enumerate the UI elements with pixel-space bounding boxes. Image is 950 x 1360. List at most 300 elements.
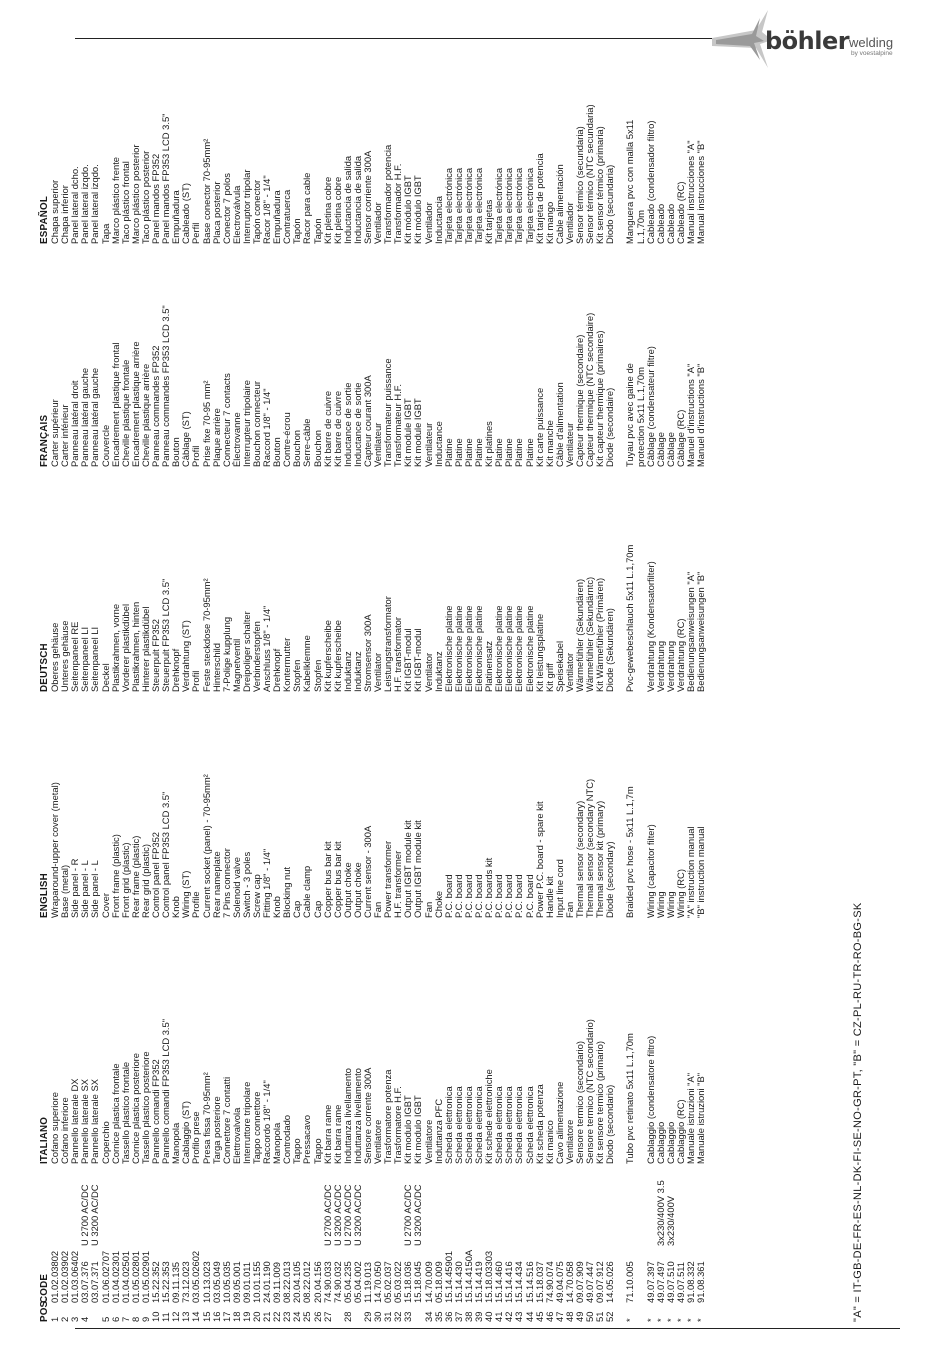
table-cell-code: 10.05.035 (220, 1261, 232, 1303)
table-cell-en: H.F. transformer (392, 850, 404, 918)
table-cell-volt (514, 1166, 524, 1246)
table-cell-es: Ventilador (422, 202, 434, 244)
table-cell-de: Kit IGBT-modul (402, 628, 414, 692)
table-cell-volt: U 3200 AC/DC (351, 1184, 363, 1246)
table-cell-volt: U 2700 AC/DC (341, 1184, 353, 1246)
table-cell-es: Sensor térmico (secundaria) (573, 126, 585, 244)
table-cell-volt (60, 1166, 70, 1246)
table-cell-fr: Cheville plastique frontale (119, 359, 131, 467)
table-cell-code: 15.14.4150A (462, 1249, 474, 1303)
table-cell-it: Scheda elettronica (442, 1086, 454, 1164)
table-cell-es: Manual instrucciones "B" (695, 140, 707, 244)
table-cell-code: 05.04.002 (351, 1261, 363, 1303)
table-cell-volt (373, 1166, 383, 1246)
table-cell-fr: Platine (493, 438, 505, 467)
table-cell-it: Tubo pvc retinato 5x11 L.1,70m (624, 1033, 636, 1164)
table-cell-fr: Panneau latéral gauche (89, 367, 101, 467)
table-cell-en: "B" instruction manual (695, 826, 707, 918)
table-cell-es: Chapa superior (49, 179, 61, 244)
table-cell-fr: Platine (473, 438, 485, 467)
table-cell-de: Verdrahtung (RC) (674, 618, 686, 692)
table-cell-es: Tapa (99, 223, 111, 244)
table-cell-es: Panel lateral dcho. (69, 166, 81, 244)
table-cell-fr: Carter inférieur (59, 404, 71, 467)
table-cell-it: Cablaggio (RC) (674, 1099, 686, 1164)
table-cell-en: P.C. boards kit (483, 857, 495, 918)
table-cell-en: Control panel FP352 (150, 832, 162, 918)
table-cell-it: Sensore corrente 300A (362, 1067, 373, 1164)
table-cell-pos: 12 (170, 1311, 182, 1322)
table-cell-volt (111, 1166, 121, 1246)
table-cell-es: Tarjeta electrónica (462, 167, 474, 244)
table-cell-en: Knob (170, 896, 182, 918)
table-cell-en: Wiring (RC) (674, 869, 686, 918)
table-cell-code: 09.05.001 (230, 1261, 242, 1303)
table-cell-code: 03.05.049 (210, 1261, 222, 1303)
table-cell-code: 03.05.02602 (190, 1250, 202, 1303)
table-cell-code: 01.02.03902 (59, 1250, 71, 1303)
table-cell-fr: Manuel d'instructions "A" (685, 363, 696, 467)
table-cell-code: 49.07.510 (664, 1261, 676, 1303)
table-cell-code: 91.08.332 (685, 1261, 696, 1303)
table-cell-en: "A" instruction manual (685, 826, 696, 918)
table-cell-es: Panel lateral izqdo. (89, 164, 101, 244)
table-cell-fr: Panneau commandes FP353 LCD 3.5" (160, 305, 172, 467)
table-cell-it: Scheda elettronica (503, 1086, 515, 1164)
table-cell-es: Tapón (291, 218, 303, 244)
table-cell-volt (464, 1166, 474, 1246)
table-cell-en: Knob (271, 896, 283, 918)
table-cell-code: 03.07.376 (79, 1261, 91, 1303)
table-cell-pos: 25 (301, 1311, 313, 1322)
table-cell-fr: Panneau latéral gauche (79, 367, 91, 467)
table-cell-pos: 46 (543, 1311, 555, 1322)
table-cell-code: 15.18.036 (402, 1261, 414, 1303)
table-cell-es: Panel lateral izqdo. (79, 164, 91, 244)
table-cell-code: 71.10.005 (624, 1261, 636, 1303)
table-cell-code: 14.70.050 (372, 1261, 384, 1303)
table-cell-it: Tappo connettore (250, 1091, 262, 1164)
table-cell-fr: Platine (523, 438, 535, 467)
table-cell-de: Hinterschild (210, 643, 222, 692)
table-cell-fr: Capteur courant 300A (362, 375, 373, 467)
table-cell-code: 14.05.026 (604, 1261, 616, 1303)
table-cell-fr: Serre-câble (301, 418, 313, 467)
table-cell-es: Cableado (RC) (674, 181, 686, 244)
table-cell-volt (686, 1166, 696, 1246)
table-cell-pos: 33 (402, 1311, 414, 1322)
table-cell-fr: Inductance (432, 421, 444, 467)
table-cell-pos: 7 (119, 1316, 131, 1322)
table-cell-volt (272, 1166, 282, 1246)
table-cell-code: 08.22.012 (301, 1261, 313, 1303)
table-cell-code: 15.14.516 (523, 1261, 535, 1303)
table-cell-code: 14.70.009 (422, 1261, 434, 1303)
table-cell-code: 15.14.460 (493, 1261, 505, 1303)
table-cell-it: Scheda elettronica (493, 1086, 505, 1164)
table-cell-fr: protection 5x11 L.1,70m (634, 367, 646, 467)
table-cell-volt: U 2700 AC/DC (321, 1184, 333, 1246)
table-cell-fr: Tuyau pvc avec gaine de (624, 363, 636, 467)
table-cell-fr: Bouton (170, 437, 182, 467)
table-cell-fr: Bouchon (291, 429, 303, 467)
table-cell-es: Tarjeta electrónica (473, 167, 485, 244)
table-cell-pos: 49 (573, 1311, 585, 1322)
table-cell-pos: 8 (129, 1316, 141, 1322)
table-cell-it: Induttanza PFC (432, 1098, 444, 1164)
brand-product: welding (849, 35, 894, 50)
table-cell-de: Verdrahtung (ST) (180, 620, 192, 692)
table-cell-code: 01.05.02801 (129, 1250, 141, 1303)
table-cell-de: Induktanz (432, 651, 444, 692)
table-cell-en: Side panel - L (79, 860, 91, 918)
table-cell-volt (141, 1166, 151, 1246)
table-cell-de: Elektronische platine (473, 605, 485, 692)
table-cell-fr: Interrupteur tripolaire (240, 379, 252, 467)
table-cell-fr: Kit carte puissance (533, 387, 545, 467)
table-cell-fr: Kit module IGBT (412, 398, 424, 467)
table-cell-it: Sensore termico (NTC secondario) (584, 1019, 596, 1164)
header-francais: FRANÇAIS (39, 414, 50, 467)
table-cell-pos: 1 (49, 1316, 61, 1322)
table-cell-pos: 36 (442, 1311, 454, 1322)
table-cell-es: Kit pletina cobre (331, 176, 343, 244)
table-cell-it: Manuale istruzioni "A" (685, 1072, 696, 1164)
table-cell-de: Vorderer plastikdübel (119, 603, 131, 692)
table-cell-es: Electroválvula (230, 185, 242, 244)
table-cell-es: Tapón (311, 218, 323, 244)
table-cell-es: Sensor corriente 300A (362, 150, 373, 244)
table-cell-volt (222, 1166, 232, 1246)
table-cell-en: Output IGBT module kit (402, 820, 414, 918)
table-cell-pos: 19 (240, 1311, 252, 1322)
table-cell-pos: * (664, 1318, 676, 1322)
table-cell-pos: 11 (160, 1312, 172, 1322)
table-cell-pos: 31 (382, 1311, 394, 1322)
table-cell-fr: Inductance de sortie (351, 382, 363, 467)
table-cell-es: Empuñadura (271, 190, 283, 244)
table-cell-de: Elektronische platine (462, 605, 474, 692)
table-cell-fr: Platine (452, 438, 464, 467)
table-cell-pos: * (624, 1318, 636, 1322)
table-cell-pos: 21 (261, 1311, 273, 1322)
table-cell-fr: Cheville plastique arrière (139, 363, 151, 467)
table-cell-en: P.C. board (523, 874, 535, 918)
table-cell-code: 15.18.045 (412, 1261, 424, 1303)
table-cell-code: 01.04.02501 (119, 1250, 131, 1303)
table-cell-code: 09.01.011 (240, 1261, 252, 1303)
table-cell-en: Profile (190, 891, 202, 918)
table-cell-en: Copper bus bar kit (331, 841, 343, 918)
header-espanol: ESPAÑOL (39, 195, 50, 244)
table-cell-en: Thermal sensor kit (primary) (594, 800, 606, 918)
table-cell-fr: Diode (secondaire) (604, 387, 616, 467)
table-cell-it: Tassello plastico frontale (119, 1061, 131, 1164)
table-cell-de: Steuerpult FP353 LCD 3.5" (160, 578, 172, 692)
table-cell-volt (121, 1166, 131, 1246)
table-cell-pos: 20 (250, 1311, 262, 1322)
table-cell-en: Thermal sensor (secondary NTC) (584, 778, 596, 918)
table-cell-it: Sensore termico (secondario) (573, 1041, 585, 1164)
table-cell-volt (676, 1166, 686, 1246)
table-cell-en: Input line cord (553, 859, 565, 918)
table-cell-it: Ventilatore (372, 1119, 384, 1164)
table-cell-fr: Câblage (664, 432, 676, 467)
table-cell-pos: 43 (513, 1311, 525, 1322)
table-cell-es: Panel mandos FP352 (150, 153, 162, 244)
table-cell-volt (262, 1166, 272, 1246)
table-cell-de: Verdrahtung (Kondensatorfilter) (644, 561, 656, 692)
table-cell-de: Kabelklemme (301, 635, 313, 692)
table-cell-volt (242, 1166, 252, 1246)
table-cell-volt (302, 1166, 312, 1246)
brand-sub: by voestalpine (851, 50, 893, 57)
table-cell-de: Bedienungsanweisungen "A" (685, 571, 696, 692)
table-cell-de: Elektronische platine (452, 605, 464, 692)
table-cell-volt (595, 1166, 605, 1246)
table-cell-fr: Encadrement plastique arrière (129, 341, 141, 467)
table-cell-es: Ventilador (372, 202, 384, 244)
table-cell-pos: 16 (210, 1311, 222, 1322)
table-cell-volt (232, 1166, 242, 1246)
table-cell-en: Cap (291, 900, 303, 918)
table-cell-fr: Bouchon connecteur (250, 380, 262, 467)
table-cell-it: Pannello laterale SX (79, 1079, 91, 1164)
table-cell-pos: 37 (452, 1311, 464, 1322)
table-cell-en: Output IGBT module kit (412, 820, 424, 918)
table-cell-volt: 3x230/400V (664, 1195, 676, 1246)
table-cell-de: Oberes gehäuse (49, 622, 61, 692)
table-cell-es: Tarjeta electrónica (452, 167, 464, 244)
table-cell-pos: 45 (533, 1311, 545, 1322)
table-cell-es: Kit tarjetas (483, 199, 495, 244)
table-cell-es: Tapón conector (250, 179, 262, 244)
table-cell-es: Empuñadura (170, 190, 182, 244)
table-cell-code: 01.04.02301 (109, 1250, 121, 1303)
table-cell-code: 05.02.037 (382, 1261, 394, 1303)
table-cell-volt: U 3200 AC/DC (89, 1184, 101, 1246)
table-cell-it: Raccordo 1/8" - 1/4" (261, 1080, 273, 1164)
table-cell-es: Cableado (condensador filtro) (644, 120, 656, 244)
table-cell-pos: 52 (604, 1311, 616, 1322)
table-cell-code: 09.11.009 (271, 1261, 283, 1303)
table-cell-de: Drehknopf (170, 648, 182, 692)
table-cell-volt (444, 1166, 454, 1246)
table-cell-it: Induttanza livellamento (341, 1068, 353, 1164)
table-cell-en: Copper bus bar kit (321, 841, 333, 918)
table-cell-volt (625, 1166, 635, 1246)
table-cell-fr: Kit barre de cuivre (331, 390, 343, 467)
table-cell-pos: 28 (341, 1311, 353, 1322)
table-cell-code: 09.07.909 (573, 1261, 585, 1303)
table-cell-en: Handle kit (543, 876, 555, 918)
table-cell-code: 09.11.135 (170, 1261, 182, 1303)
table-cell-es: Transformador H.F. (392, 163, 404, 244)
table-cell-it: Kit barra rame (331, 1104, 343, 1164)
table-cell-fr: Câblage (654, 432, 666, 467)
table-cell-fr: Plaque arrière (210, 408, 222, 467)
table-cell-de: Kit leistungsplatine (533, 613, 545, 692)
table-cell-it: Tappo (291, 1138, 303, 1164)
table-cell-de: Bedienungsanweisungen "B" (695, 571, 707, 692)
table-cell-de: Stopfen (291, 659, 303, 692)
table-cell-code: 15.14.416 (503, 1261, 515, 1303)
table-cell-pos: 17 (220, 1311, 232, 1322)
table-cell-de: Deckel (99, 663, 111, 692)
table-cell-pos: 14 (190, 1311, 202, 1322)
table-cell-es: Inductancia de salida (351, 155, 363, 244)
table-cell-fr: Couvercle (99, 424, 111, 467)
table-cell-en: Wraparound-upper cover (metal) (49, 782, 61, 918)
table-cell-code: 05.18.009 (432, 1261, 444, 1303)
table-cell-it: Kit modulo IGBT (402, 1095, 414, 1164)
table-cell-volt (575, 1166, 585, 1246)
table-cell-en: Power transformer (382, 840, 394, 918)
table-cell-volt (191, 1166, 201, 1246)
table-cell-volt (535, 1166, 545, 1246)
table-cell-en: P.C. board (462, 874, 474, 918)
column-espanol (40, 104, 706, 244)
table-cell-code: 01.03.06402 (69, 1250, 81, 1303)
column-italiano (40, 1019, 706, 1164)
table-cell-volt (212, 1166, 222, 1246)
table-cell-de: Verdrahtung (664, 640, 676, 692)
table-cell-it: Kit barra rame (321, 1104, 333, 1164)
table-cell-it: Cablaggio (654, 1121, 666, 1164)
table-cell-de: Seitenpaneel LI (89, 626, 101, 692)
table-cell-de: Steuerpult FP352 (150, 619, 162, 692)
table-cell-es: Interruptor tripolar (240, 169, 252, 244)
top-rule (75, 38, 715, 39)
table-cell-it: Interruttore tripolare (240, 1081, 252, 1164)
table-cell-de: Kontermutter (281, 637, 293, 692)
table-cell-fr: Carter supérieur (49, 399, 61, 467)
table-cell-pos: 9 (139, 1316, 151, 1322)
parts-list (40, 60, 920, 1322)
table-cell-it: Cablaggio (ST) (180, 1100, 192, 1164)
table-cell-volt (171, 1166, 181, 1246)
table-cell-fr: Bouton (271, 437, 283, 467)
table-cell-volt (252, 1166, 262, 1246)
table-cell-it: Cofano inferiore (59, 1097, 71, 1164)
table-cell-fr: Transformateur puissance (382, 358, 394, 467)
table-cell-fr: Ventilateur (422, 422, 434, 467)
table-cell-de: Stromsensor 300A (362, 614, 373, 692)
table-cell-code: 15.14.45901 (442, 1250, 454, 1303)
table-cell-it: Scheda elettronica (462, 1086, 474, 1164)
table-cell-de: Kit kupferscheibe (321, 620, 333, 692)
table-cell-volt (504, 1166, 514, 1246)
table-cell-fr: Raccord 1/8" - 1/4" (261, 388, 273, 467)
table-cell-fr: Prise fixe 70-95 mm² (200, 380, 212, 467)
table-cell-it: Kit scheda potenza (533, 1084, 545, 1164)
table-cell-en: Thermal sensor (secondary) (573, 800, 585, 918)
table-cell-it: Presa fissa 70-95mm² (200, 1072, 212, 1164)
table-cell-fr: Câblage (ST) (180, 411, 192, 467)
table-cell-en: Power P.C. board - spare kit (533, 801, 545, 918)
table-cell-fr: Capteur thermique (secondaire) (573, 334, 585, 467)
table-cell-code: 91.08.361 (695, 1261, 707, 1303)
table-cell-pos: 42 (503, 1311, 515, 1322)
table-cell-volt (131, 1166, 141, 1246)
table-cell-es: Placa posterior (210, 181, 222, 244)
table-cell-fr: Kit platines (483, 421, 495, 467)
table-cell-it: Cornice plastica frontale (109, 1063, 121, 1164)
table-cell-de: Speisekabel (553, 640, 565, 692)
table-cell-es: Kit módulo IGBT (402, 175, 414, 244)
table-cell-fr: Kit capteur thermique (primaires) (594, 330, 606, 467)
table-cell-en: 7 Pins connector (220, 848, 232, 918)
table-cell-pos: * (644, 1318, 656, 1322)
column-pos (39, 1297, 707, 1322)
table-cell-en: Output choke (351, 862, 363, 918)
table-cell-de: Stopfen (311, 659, 323, 692)
table-cell-en: Current sensor - 300A (362, 825, 373, 918)
table-cell-volt (434, 1166, 444, 1246)
table-cell-en: Control panel FP353 LCD 3.5" (160, 791, 172, 918)
table-cell-it: Cablaggio (664, 1121, 676, 1164)
table-cell-es: Kit pletina cobre (321, 176, 333, 244)
table-cell-it: Profilo prese (190, 1111, 202, 1164)
table-cell-code: 10.13.023 (200, 1261, 212, 1303)
table-cell-code: 14.70.058 (563, 1261, 575, 1303)
table-cell-it: Kit modulo IGBT (412, 1095, 424, 1164)
table-cell-es: Racor 1/8" - 1/4" (261, 175, 273, 244)
table-cell-es: Taco plástico posterior (139, 150, 151, 244)
table-cell-fr: Connecteur 7 contacts (220, 373, 232, 467)
header-code: CODE (39, 1273, 50, 1303)
header-italiano: ITALIANO (39, 1116, 50, 1164)
table-cell-en: Fan (422, 901, 434, 918)
table-cell-de: Plastikrahmen, hinten (129, 601, 141, 692)
table-cell-it: Kit manico (543, 1120, 555, 1164)
table-cell-en: P.C. board (493, 874, 505, 918)
table-cell-fr: Kit module IGBT (402, 398, 414, 467)
table-cell-code: 15.18.037 (533, 1261, 545, 1303)
table-cell-es: Cable alimentación (553, 164, 565, 244)
table-cell-volt: 3x230/400V 3.5 (654, 1180, 666, 1246)
table-cell-code: 01.05.02901 (139, 1250, 151, 1303)
brand-name: böhler (765, 27, 850, 55)
table-cell-it: Diodo (secondario) (604, 1084, 616, 1164)
table-cell-fr: Platine (513, 438, 525, 467)
table-cell-es: Manual instrucciones "A" (685, 140, 696, 244)
table-cell-pos: 5 (99, 1316, 111, 1322)
table-cell-es: Tarjeta electrónica (503, 167, 515, 244)
table-cell-code: 01.06.02707 (99, 1250, 111, 1303)
table-cell-pos: 35 (432, 1311, 444, 1322)
table-cell-fr: Capteur thermique (NTC secondaire) (584, 312, 596, 467)
table-cell-code: 08.22.013 (281, 1261, 293, 1303)
table-cell-code: 49.07.397 (644, 1261, 656, 1303)
table-cell-code: 15.22.353 (160, 1261, 172, 1303)
table-cell-volt (424, 1166, 434, 1246)
table-cell-de: Induktanz (351, 651, 363, 692)
table-cell-pos: 30 (372, 1311, 384, 1322)
table-cell-volt (696, 1166, 706, 1246)
table-cell-de: Magnetventil (230, 638, 242, 692)
table-cell-it: Manopola (271, 1122, 283, 1164)
table-cell-fr: Manuel d'instructions "B" (695, 363, 707, 467)
table-cell-de: Ventilator (563, 652, 575, 692)
table-cell-it: Scheda elettronica (513, 1086, 525, 1164)
table-cell-es: Kit sensor térmico (primaria) (594, 126, 606, 244)
table-cell-volt (454, 1166, 464, 1246)
column-version (40, 1166, 706, 1246)
table-cell-de: Kit griff (543, 662, 555, 692)
table-cell-fr: Platine (462, 438, 474, 467)
table-cell-code: 09.07.912 (594, 1261, 606, 1303)
